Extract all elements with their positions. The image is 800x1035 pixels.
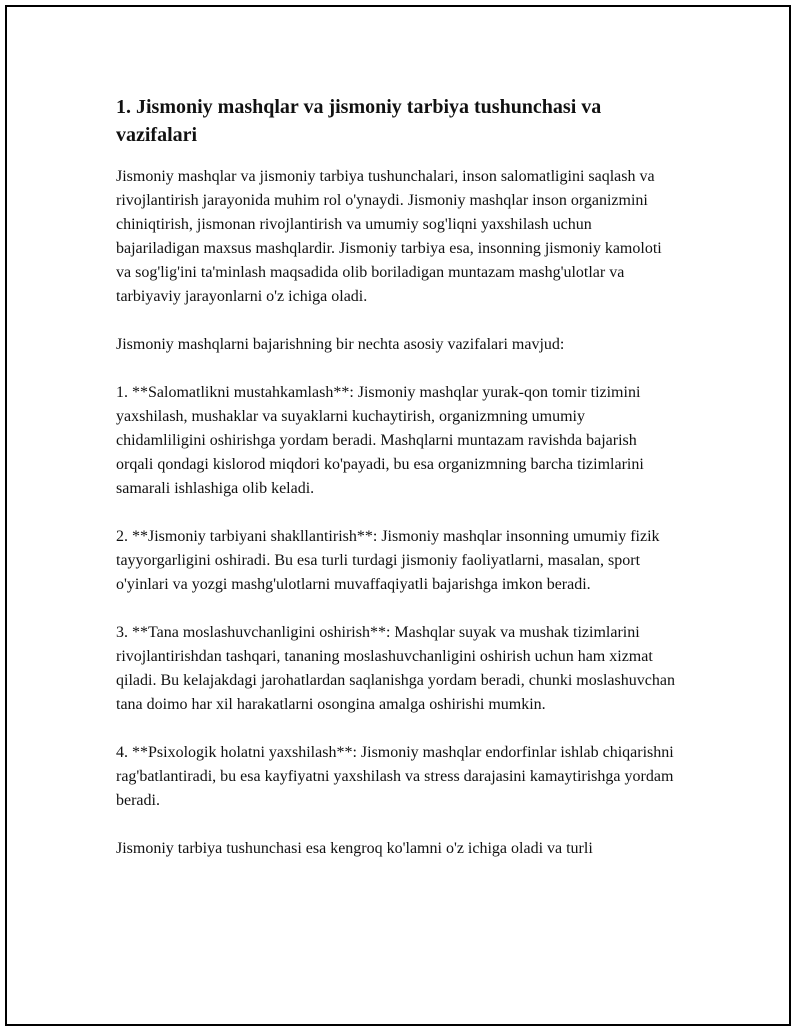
paragraph-tasks-lead: Jismoniy mashqlarni bajarishning bir nechta asosiy vazifalari mavjud:: [116, 336, 565, 353]
paragraph-intro: Jismoniy mashqlar va jismoniy tarbiya tushunchalari, inson salomatligini saqlash va rivojlantirish jarayonida muhim rol o'ynaydi. Jismoniy mashqlar inson organizmini chiniqtirish, jismonan rivojlantirish va umumiy sog'liqni yaxshilash uchun bajariladigan maxsus mashqlardir. Jismoniy tarbiya esa, insonning jismoniy kamoloti va sog'lig'ini ta'minlash maqsadida olib boriladigan muntazam mashg'ulotlar va tarbiyaviy jarayonlarni o'z ichiga oladi.: [116, 168, 662, 305]
paragraph-task-4: 4. **Psixologik holatni yaxshilash**: Jismoniy mashqlar endorfinlar ishlab chiqarishni rag'batlantiradi, bu esa kayfiyatni yaxshilash va stress darajasini kamaytirishga yordam beradi.: [116, 744, 674, 809]
paragraph-task-2: 2. **Jismoniy tarbiyani shakllantirish**: Jismoniy mashqlar insonning umumiy fizik tayyorgarligini oshiradi. Bu esa turli turdagi jismoniy faoliyatlarni, masalan, sport o'yinlari va yozgi mashg'ulotlarni muvaffaqiyatli bajarishga imkon beradi.: [116, 528, 660, 593]
document-title: 1. Jismoniy mashqlar va jismoniy tarbiya tushunchasi va vazifalari: [116, 96, 602, 146]
paragraph-continuation: Jismoniy tarbiya tushunchasi esa kengroq ko'lamni o'z ichiga oladi va turli: [116, 840, 593, 857]
document-body: [116, 93, 676, 885]
paragraph-task-1: 1. **Salomatlikni mustahkamlash**: Jismoniy mashqlar yurak-qon tomir tizimini yaxshilash, mushaklar va suyaklarni kuchaytirish, organizmning umumiy chidamliligini oshirishga yordam beradi. Mashqlarni muntazam ravishda bajarish orqali qondagi kislorod miqdori ko'payadi, bu esa organizmning barcha tizimlarini samarali ishlashiga olib keladi.: [116, 384, 644, 497]
paragraph-task-3: 3. **Tana moslashuvchanligini oshirish**: Mashqlar suyak va mushak tizimlarini rivojlantirishdan tashqari, tananing moslashuvchanligini oshirish uchun ham xizmat qiladi. Bu kelajakdagi jarohatlardan saqlanishga yordam beradi, chunki moslashuvchan tana doimo har xil harakatlarni osongina amalga oshirishi mumkin.: [116, 624, 675, 713]
